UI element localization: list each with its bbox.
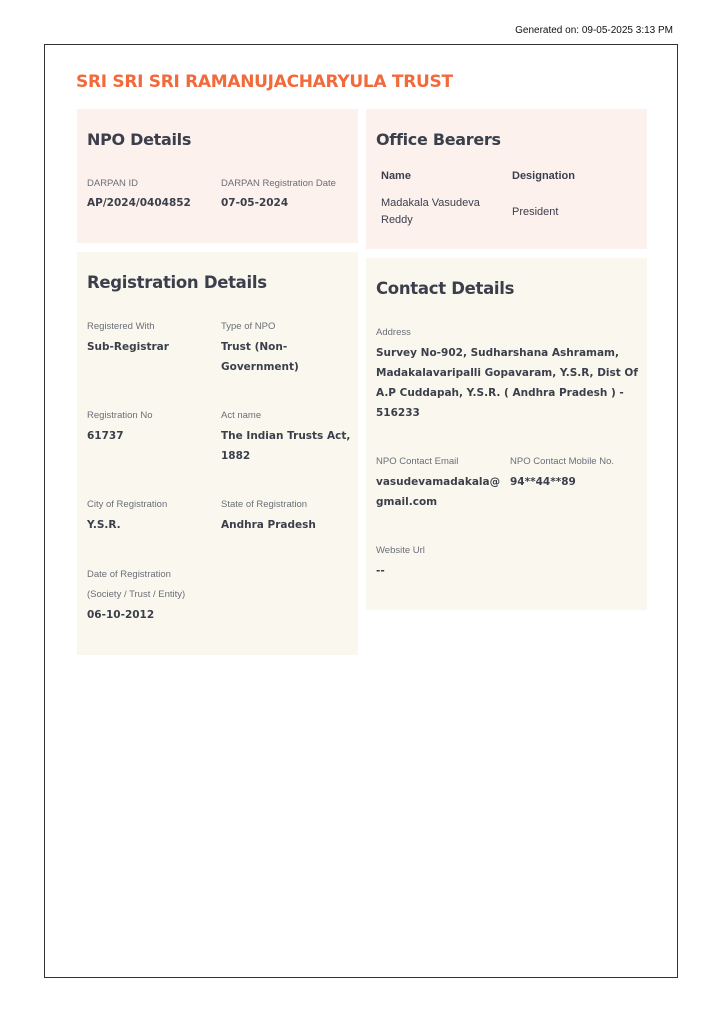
- registration-no-value: 61737: [87, 430, 124, 442]
- website-value: --: [376, 565, 385, 577]
- registration-date-label: Date of Registration (Society / Trust / Entity): [87, 569, 186, 600]
- registered-with-label: Registered With: [87, 321, 155, 332]
- registered-with-value: Sub-Registrar: [87, 341, 169, 353]
- contact-email-value: vasudevamadakala@gmail.com: [376, 476, 501, 508]
- npo-type-value: Trust (Non-Government): [221, 341, 299, 373]
- office-bearers-card: [366, 109, 647, 249]
- registration-state-label: State of Registration: [221, 499, 308, 510]
- registration-date-value: 06-10-2012: [87, 609, 155, 621]
- registration-state-value: Andhra Pradesh: [221, 519, 316, 531]
- website-label: Website Url: [376, 545, 425, 556]
- act-name-value: The Indian Trusts Act, 1882: [221, 430, 351, 462]
- contact-details-heading: Contact Details: [376, 279, 515, 298]
- bearer-designation-column-header: Designation: [512, 170, 575, 182]
- act-name-label: Act name: [221, 410, 262, 421]
- address-label: Address: [376, 327, 411, 338]
- registration-city-label: City of Registration: [87, 499, 168, 510]
- address-value: Survey No-902, Sudharshana Ashramam, Madakalavaripalli Gopavaram, Y.S.R, Dist Of A.P Cuddapah, Y.S.R. ( Andhra Pradesh ) - 516233: [376, 347, 638, 419]
- trust-name-title: SRI SRI SRI RAMANUJACHARYULA TRUST: [76, 72, 453, 92]
- office-bearers-heading: Office Bearers: [376, 130, 501, 149]
- darpan-reg-date-value: 07-05-2024: [221, 197, 289, 209]
- contact-mobile-label: NPO Contact Mobile No.: [510, 456, 615, 467]
- bearer-name-column-header: Name: [381, 170, 411, 182]
- npo-details-heading: NPO Details: [87, 130, 192, 149]
- bearer-name-cell: Madakala Vasudeva Reddy: [381, 197, 480, 226]
- npo-type-label: Type of NPO: [221, 321, 276, 332]
- registration-details-heading: Registration Details: [87, 273, 267, 292]
- darpan-id-value: AP/2024/0404852: [87, 197, 191, 209]
- bearer-designation-cell: President: [512, 206, 559, 218]
- generated-timestamp: Generated on: 09-05-2025 3:13 PM: [515, 25, 673, 36]
- darpan-reg-date-label: DARPAN Registration Date: [221, 178, 336, 189]
- contact-email-label: NPO Contact Email: [376, 456, 459, 467]
- darpan-id-label: DARPAN ID: [87, 178, 139, 189]
- registration-details-card: [77, 252, 358, 655]
- contact-details-card: [366, 258, 647, 610]
- npo-details-card: [77, 109, 358, 243]
- contact-mobile-value: 94**44**89: [510, 476, 576, 488]
- registration-city-value: Y.S.R.: [87, 519, 121, 531]
- registration-no-label: Registration No: [87, 410, 153, 421]
